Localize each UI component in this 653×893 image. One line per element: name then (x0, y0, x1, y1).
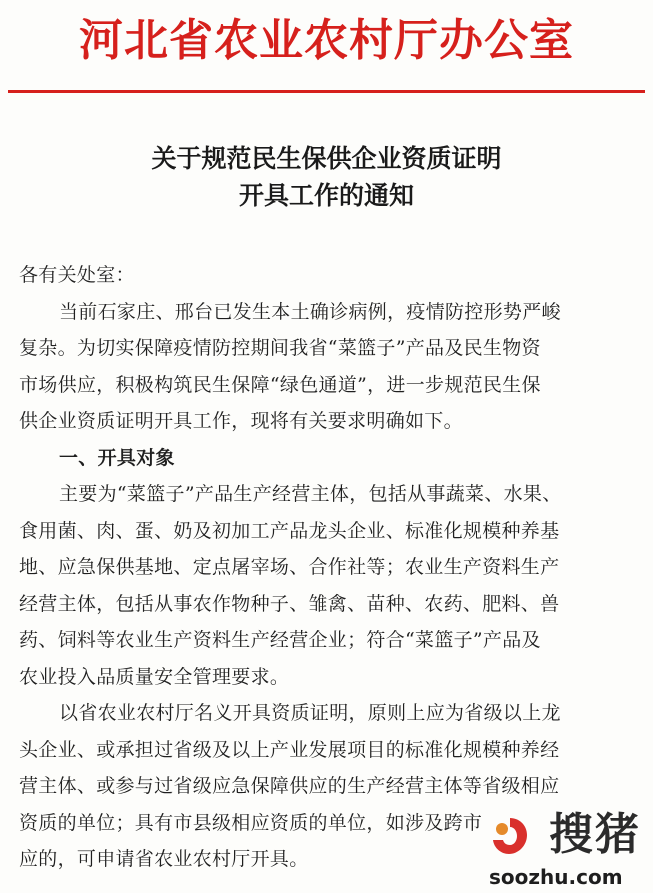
watermark-logo-icon (489, 815, 531, 857)
paragraph-line: 应的，可申请省农业农村厅开具。 (19, 848, 309, 870)
paragraph-line: 以省农业农村厅名义开具资质证明，原则上应为省级以上龙 (59, 702, 561, 724)
paragraph-line: 市场供应，积极构筑民生保障“绿色通道”，进一步规范民生保 (19, 373, 541, 396)
paragraph-line: 资质的单位；具有市县级相应资质的单位，如涉及跨市 (19, 811, 483, 834)
document-body (19, 257, 637, 878)
paragraph-line: 食用菌、肉、蛋、奶及初加工产品龙头企业、标准化规模种养基 (19, 519, 560, 542)
title-line-1: 关于规范民生保供企业资质证明 (151, 144, 502, 173)
paragraph-line: 地、应急保供基地、定点屠宰场、合作社等；农业生产资料生产 (19, 556, 560, 578)
paragraph-line: 头企业、或承担过省级及以上产业发展项目的标准化规模种养经 (19, 738, 560, 761)
watermark-logo-text: 搜猪 (549, 809, 641, 860)
paragraph-1 (19, 294, 637, 440)
watermark-url: soozhu.com (489, 865, 623, 889)
paragraph-2 (19, 476, 637, 695)
section-heading-1: 一、开具对象 (59, 446, 175, 469)
title-line-2: 开具工作的通知 (238, 181, 414, 210)
paragraph-line: 药、饲料等农业生产资料生产经营企业；符合“菜篮子”产品及 (19, 629, 541, 651)
paragraph-line: 主要为“菜篮子”产品生产经营主体，包括从事蔬菜、水果、 (59, 483, 562, 505)
soozhu-watermark (459, 809, 649, 889)
paragraph-line: 复杂。为切实保障疫情防控期间我省“菜篮子”产品及民生物资 (19, 337, 541, 359)
paragraph-line: 经营主体，包括从事农作物种子、雏禽、苗种、农药、肥料、兽 (19, 592, 560, 615)
paragraph-line: 营主体、或参与过省级应急保障供应的生产经营主体等省级相应 (19, 775, 560, 797)
paragraph-line: 供企业资质证明开具工作，现将有关要求明确如下。 (19, 410, 463, 432)
salutation: 各有关处室： (19, 264, 135, 286)
masthead-red-rule (8, 90, 645, 93)
paragraph-line: 农业投入品质量安全管理要求。 (19, 665, 290, 688)
masthead-title: 河北省农业农村厅办公室 (79, 15, 574, 66)
document-title (0, 140, 653, 214)
paragraph-line: 当前石家庄、邢台已发生本土确诊病例，疫情防控形势严峻 (59, 300, 561, 323)
